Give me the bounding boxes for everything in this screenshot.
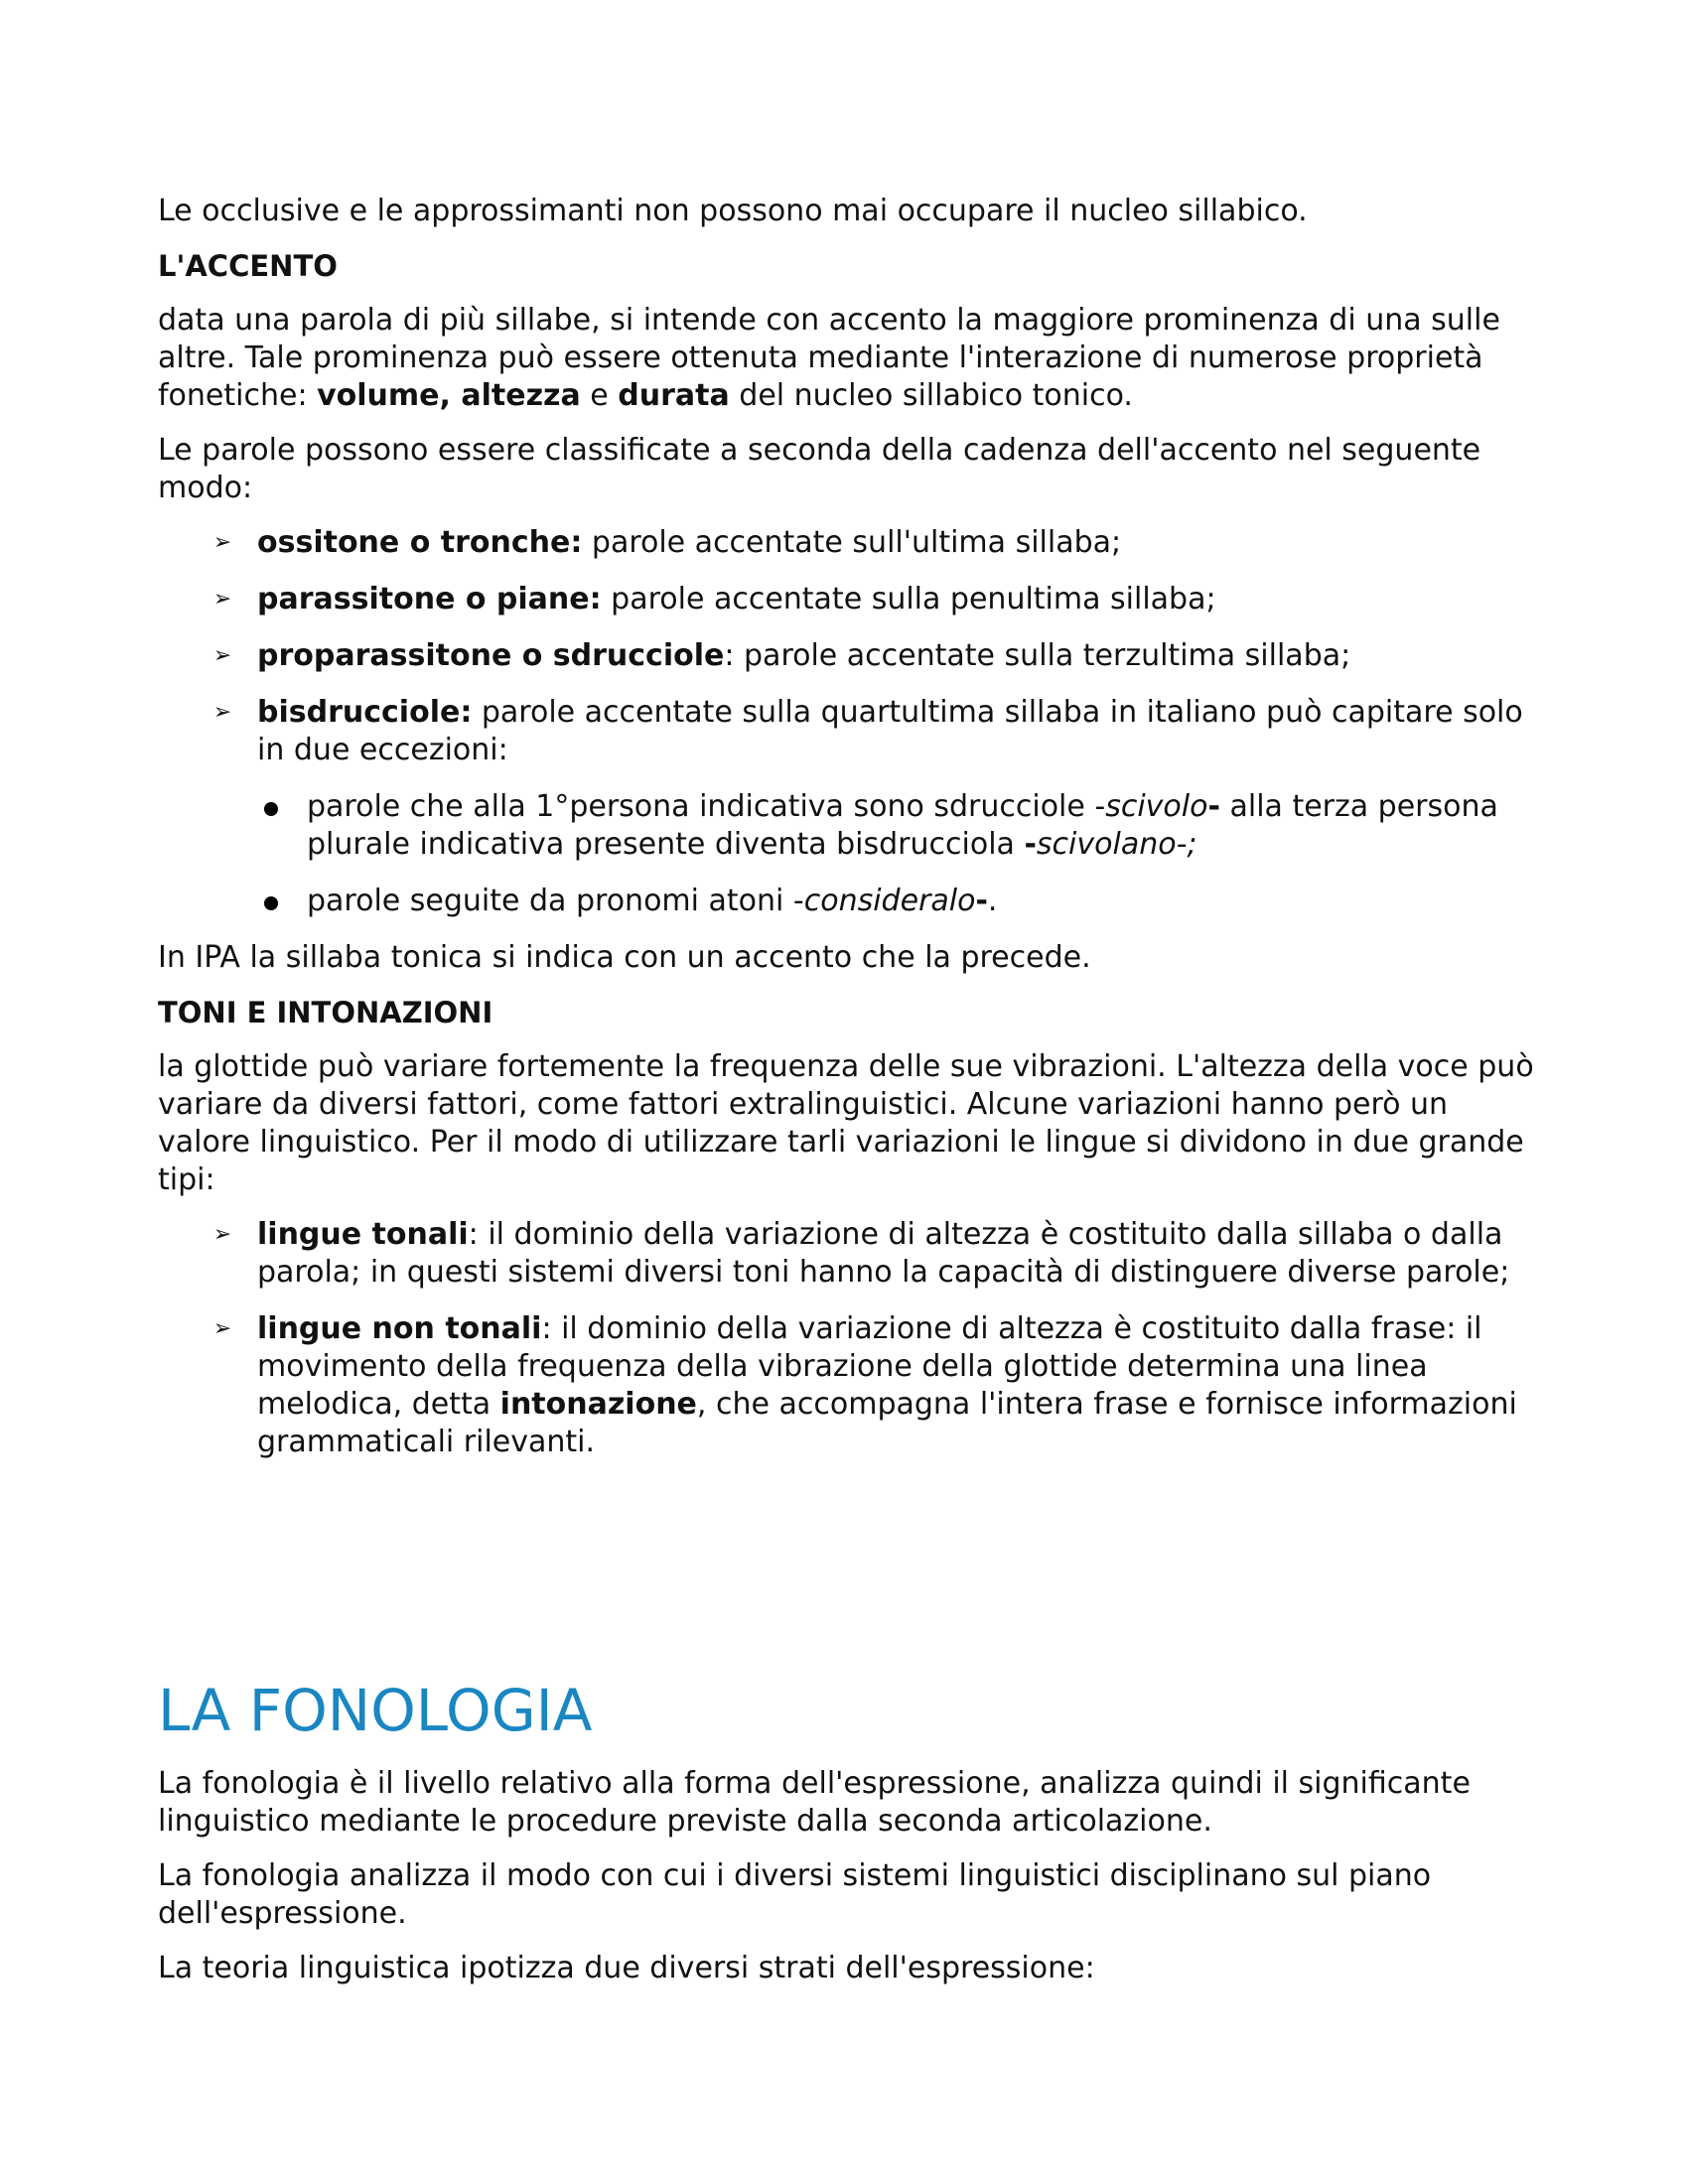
term: parassitone o piane: (257, 582, 602, 616)
list-item (158, 1216, 1538, 1292)
term: lingue tonali (257, 1217, 469, 1252)
term: lingue non tonali (257, 1311, 542, 1346)
definition: parole accentate sulla quartultima sillaba in italiano può capitare solo in due eccezioni: (257, 695, 1523, 767)
definition: parole accentate sull'ultima sillaba; (582, 525, 1122, 560)
list-item (158, 1310, 1538, 1461)
italic-run: consideralo (803, 884, 976, 918)
text-run: e (580, 378, 619, 413)
ipa-paragraph: In IPA la sillaba tonica si indica con un accento che la precede. (158, 940, 1091, 975)
bold-run: volume, altezza (317, 378, 581, 413)
definition: : parole accentate sulla terzultima sillaba; (724, 638, 1351, 673)
section-title: LA FONOLOGIA (158, 1677, 593, 1744)
term: bisdrucciole: (257, 695, 473, 730)
intro-paragraph: Le occlusive e le approssimanti non possono mai occupare il nucleo sillabico. (158, 194, 1308, 228)
sub-list-item (158, 883, 1538, 920)
italic-run: scivolo (1105, 789, 1208, 824)
round-bullet-icon (264, 802, 278, 816)
accento-paragraph-2: Le parole possono essere classificate a seconda della cadenza dell'accento nel seguente modo: (158, 433, 1481, 505)
text-run: alla terza persona plurale indicativa presente diventa bisdrucciola (307, 789, 1498, 862)
list-item (158, 637, 1538, 675)
main-content (158, 193, 1538, 1480)
text-run: parole che alla 1°persona indicativa sono sdrucciole - (307, 789, 1106, 824)
arrow-bullet-icon: ➢ (212, 643, 232, 668)
bold-run: - (1207, 789, 1220, 824)
text-run: parole seguite da pronomi atoni - (307, 884, 804, 918)
term-inline: intonazione (499, 1387, 697, 1422)
list-item (158, 694, 1538, 920)
term: ossitone o tronche: (257, 525, 583, 560)
italic-run: scivolano-; (1036, 827, 1197, 862)
heading-toni: TONI E INTONAZIONI (158, 996, 493, 1029)
text-run: . (987, 884, 998, 918)
toni-paragraph: la glottide può variare fortemente la frequenza delle sue vibrazioni. L'altezza della voce può variare da diversi fattori, come fattori extralinguistici. Alcune variazioni hanno però un valore linguistico. Per il modo di utilizzare tarli variazioni le lingue si dividono in due grande tipi: (158, 1049, 1534, 1197)
list-item (158, 581, 1538, 618)
toni-list (158, 1216, 1538, 1461)
arrow-bullet-icon: ➢ (212, 530, 232, 555)
round-bullet-icon (264, 896, 278, 910)
fonologia-paragraph-2: La fonologia analizza il modo con cui i diversi sistemi linguistici disciplinano sul piano dell'espressione. (158, 1858, 1432, 1931)
accento-list (158, 524, 1538, 920)
text-run: del nucleo sillabico tonico. (729, 378, 1133, 413)
arrow-bullet-icon: ➢ (212, 700, 232, 725)
arrow-bullet-icon: ➢ (212, 1316, 232, 1341)
definition: , che accompagna l'intera frase e fornisce informazioni grammaticali rilevanti. (257, 1387, 1517, 1459)
list-item (158, 524, 1538, 562)
bold-run: - (1024, 827, 1037, 862)
sub-list (257, 788, 1538, 920)
text-run: data una parola di più sillabe, si intende con accento la maggiore prominenza di una sulle altre. Tale prominenza può essere ottenuta mediante l'interazione di numerose proprietà fonetiche: (158, 303, 1500, 413)
fonologia-paragraph-1: La fonologia è il livello relativo alla forma dell'espressione, analizza quindi il significante linguistico mediante le procedure previste dalla seconda articolazione. (158, 1766, 1471, 1839)
accento-paragraph-1 (158, 302, 1538, 415)
sub-list-item (158, 788, 1538, 864)
fonologia-paragraph-3: La teoria linguistica ipotizza due diversi strati dell'espressione: (158, 1951, 1095, 1985)
arrow-bullet-icon: ➢ (212, 1222, 232, 1247)
arrow-bullet-icon: ➢ (212, 587, 232, 612)
bold-run: durata (618, 378, 730, 413)
definition: : il dominio della variazione di altezza è costituito dalla frase: il movimento della frequenza della vibrazione della glottide determina una linea melodica, detta (257, 1311, 1482, 1422)
definition: parole accentate sulla penultima sillaba; (601, 582, 1216, 616)
definition: : il dominio della variazione di altezza è costituito dalla sillaba o dalla parola; in questi sistemi diversi toni hanno la capacità di distinguere diverse parole; (257, 1217, 1510, 1290)
fonologia-content (158, 1765, 1538, 2004)
heading-accento: L'ACCENTO (158, 249, 338, 283)
term: proparassitone o sdrucciole (257, 638, 725, 673)
bold-run: - (975, 884, 988, 918)
